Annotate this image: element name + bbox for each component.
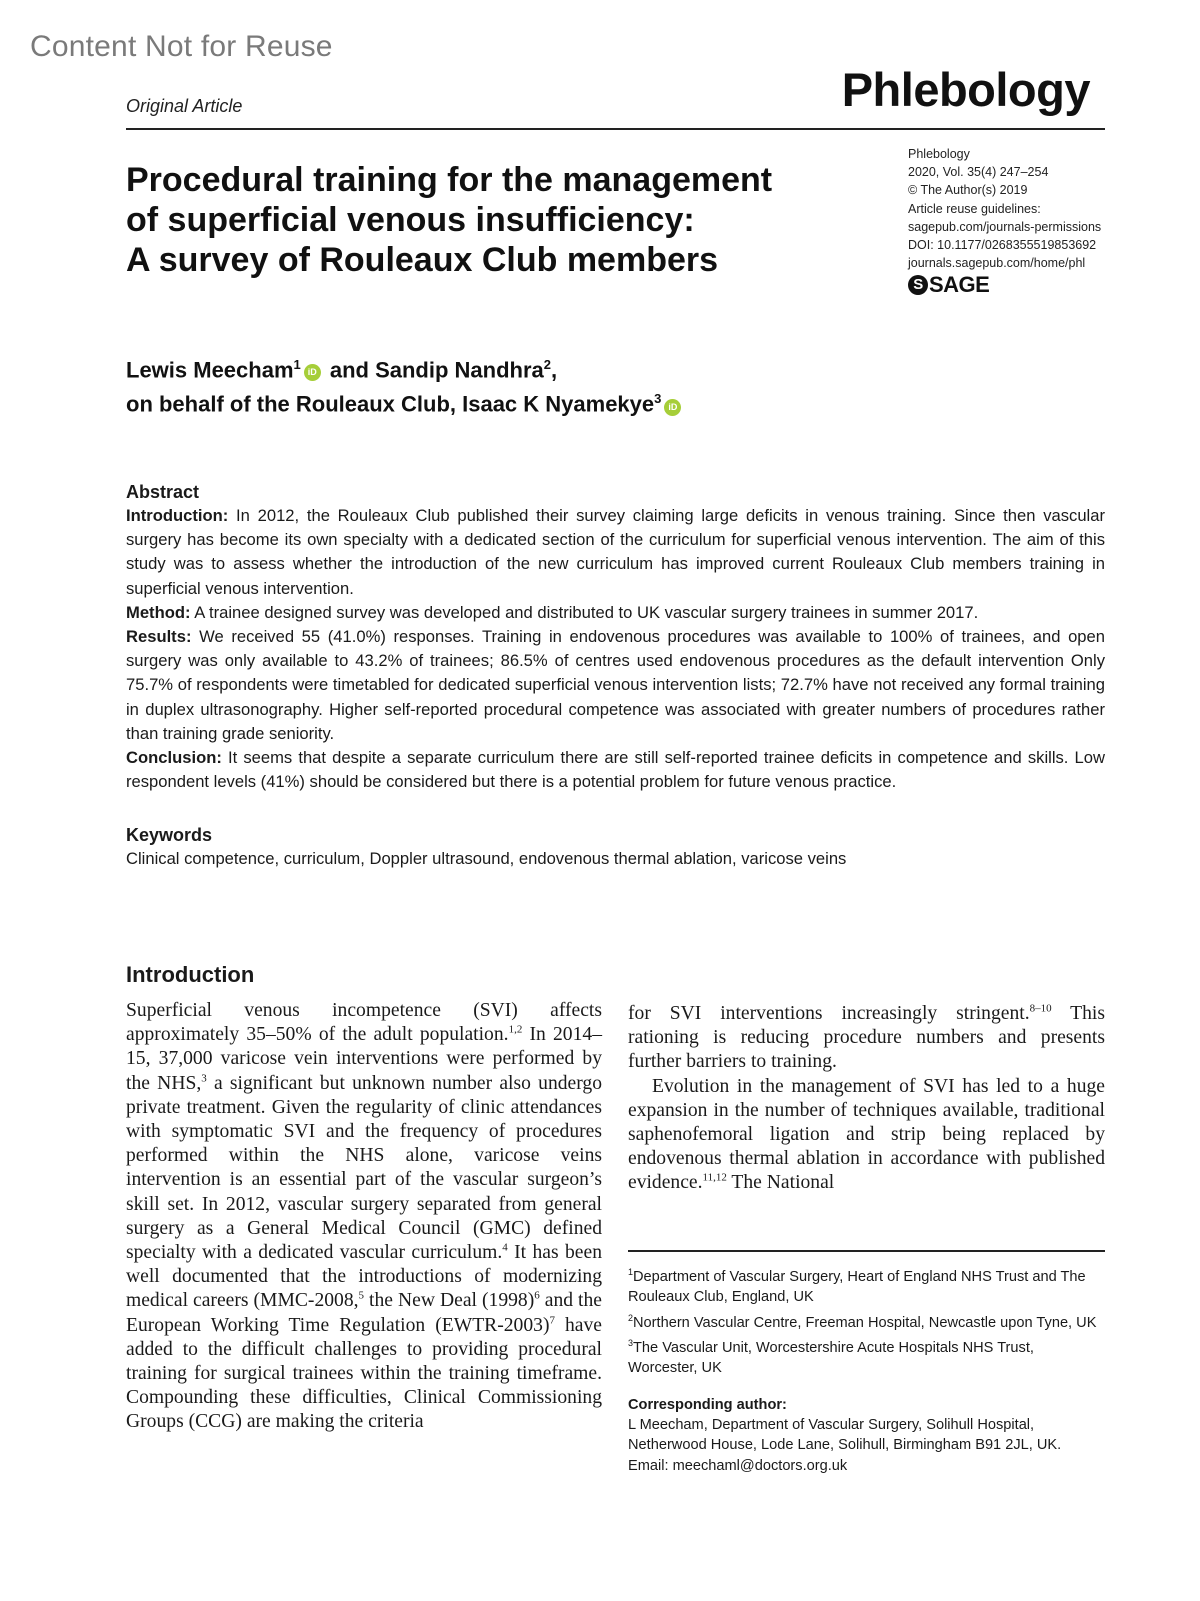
author-name: on behalf of the Rouleaux Club, Isaac K Nyamekye [126,391,655,417]
abstract-label: Results: [126,627,192,647]
journal-name: Phlebology [841,63,1090,116]
abstract-text: A trainee designed survey was developed and distributed to UK vascular surgery trainees in summer 2017. [190,602,979,622]
meta-reuse-label: Article reuse guidelines: [908,201,1041,216]
footnote-rule [628,1250,1105,1252]
abstract-label: Conclusion: [126,748,222,768]
abstract-text: It seems that despite a separate curriculum there are still self-reported trainee deficits in competence and skills. Low respondent levels (41%) should be considered but there is a potential problem for future venous practice. [126,748,1105,792]
title-line: Procedural training for the management [126,161,773,199]
affiliation-sup: 2 [543,357,552,372]
article-type: Original Article [126,96,243,116]
body-paragraph: Superficial venous incompetence (SVI) affects approximately 35–50% of the adult population.$^{1,2}$ In 2014–15, 37,000 varicose vein interventions were performed by the NHS,$^3$ a significant but unknown number also undergo private treatment. Given the regularity of clinic attendances with symptomatic SVI and the frequency of procedures performed within the NHS alone, varicose veins intervention is an essential part of the vascular surgeon’s skill set. In 2012, vascular surgery separated from general surgery as a General Medical Council (GMC) defined specialty with a dedicated vascular curriculum.$^4$ It has been well documented that the introductions of modernizing medical careers (MMC-2008,$^5$ the New Deal $(1998)^6$ and the European Working Time Regulation (EWTR-2003)$^7$ have added to the difficult challenges to providing procedural training for surgical trainees within the training timeframe. Compounding these difficulties, Clinical Commissioning Groups (CCG) are making the criteria [126,1000,602,1433]
abstract [126,480,1105,794]
corresponding-author-email[interactable]: Email: meechaml@doctors.org.uk [628,1457,848,1474]
author-name: and Sandip Nandhra [323,357,544,383]
title-line: A survey of Rouleaux Club members [126,241,719,279]
meta-reuse-link[interactable]: sagepub.com/journals-permissions [908,219,1102,234]
body-column-right [628,1002,1105,1196]
body-column-left [126,960,602,1435]
sage-logo [908,272,1118,298]
meta-journal: Phlebology [908,147,970,161]
abstract-method [126,601,1105,625]
body-paragraph: for SVI interventions increasingly stringent.$^{8-10}$ This rationing is reducing procedure numbers and presents further barriers to training. [628,1002,1105,1073]
keywords-heading: Keywords [126,825,213,845]
meta-journal-link[interactable]: journals.sagepub.com/home/phl [908,256,1086,271]
article-title [126,160,846,280]
affiliation-sup: 1 [293,357,301,372]
meta-copyright: © The Author(s) 2019 [908,183,1028,198]
abstract-heading: Abstract [126,482,200,502]
author-separator: , [551,357,558,383]
abstract-label: Method: [126,602,191,622]
author-name: Lewis Meecham [126,357,294,383]
citation-sup: 3 [201,1072,207,1085]
corresponding-author-address: L Meecham, Department of Vascular Surgery, Solihull Hospital, Netherwood House, Lode Lane, Solihull, Birmingham B91 2JL, UK. [628,1417,1062,1454]
watermark: Content Not for Reuse [30,30,333,63]
citation-sup: 1,2 [508,1023,523,1036]
keywords-text: Clinical competence, curriculum, Doppler ultrasound, endovenous thermal ablation, varicose veins [126,849,847,868]
orcid-icon[interactable]: iD [304,364,321,381]
citation-sup: 7 [549,1314,555,1327]
sage-logo-text: SAGE [929,272,990,298]
affiliation-footnote: $^2$Northern Vascular Centre, Freeman Hospital, Newcastle upon Tyne, UK [628,1312,1097,1331]
affiliation-sup: 3 [654,391,662,407]
abstract-results [126,625,1105,746]
article-meta [908,145,1118,298]
citation-sup: 4 [502,1241,508,1254]
section-heading-introduction: Introduction [126,962,255,987]
citation-sup: 5 [358,1289,365,1302]
orcid-icon[interactable]: iD [664,399,681,416]
citation-sup: 11,12 [702,1171,727,1184]
body-paragraph: Evolution in the management of SVI has led to a huge expansion in the number of techniques available, traditional saphenofemoral ligation and strip being replaced by endovenous thermal ablation in accordance with published evidence.$^{11,12}$ The National [628,1075,1105,1194]
citation-sup: 8–10 [1029,1002,1052,1015]
author-line-2 [126,384,684,418]
keywords [126,823,1105,871]
abstract-label: Introduction: [126,506,229,525]
affiliation-footnote: $^1$Department of Vascular Surgery, Heart of England NHS Trust and The Rouleaux Club, England, UK [628,1267,1086,1306]
meta-doi[interactable]: DOI: 10.1177/0268355519853692 [908,238,1097,253]
header-rule [126,128,1105,130]
abstract-conclusion [126,746,1105,794]
meta-volume: 2020, Vol. 35(4) 247–254 [908,165,1049,180]
abstract-introduction [126,504,1105,601]
corresponding-author-label: Corresponding author: [628,1396,787,1413]
abstract-text: In 2012, the Rouleaux Club published their survey claiming large deficits in venous training. Since then vascular surgery has become its own specialty with a dedicated section of the curriculum for superficial venous intervention. The aim of this study was to assess whether the introduction of the new curriculum has improved current Rouleaux Club members training in superficial venous intervention. [126,506,1105,598]
affiliation-footnote: $^3$The Vascular Unit, Worcestershire Acute Hospitals NHS Trust, Worcester, UK [628,1337,1034,1377]
sage-mark-icon: S [908,275,928,295]
author-list [126,350,684,419]
abstract-text: We received 55 (41.0%) responses. Training in endovenous procedures was available to 100% of trainees, and open surgery was only available to 43.2% of trainees; 86.5% of centres used endovenous procedures as the default intervention Only 75.7% of respondents were timetabled for dedicated superficial venous intervention lists; 72.7% have not received any formal training in duplex ultrasonography. Higher self-reported procedural competence was associated with greater numbers of procedures rather than training grade seniority. [126,627,1105,743]
title-line: of superficial venous insufficiency: [126,201,695,239]
citation-sup: 6 [534,1289,540,1302]
footnotes [628,1262,1105,1476]
author-line-1 [126,350,684,384]
